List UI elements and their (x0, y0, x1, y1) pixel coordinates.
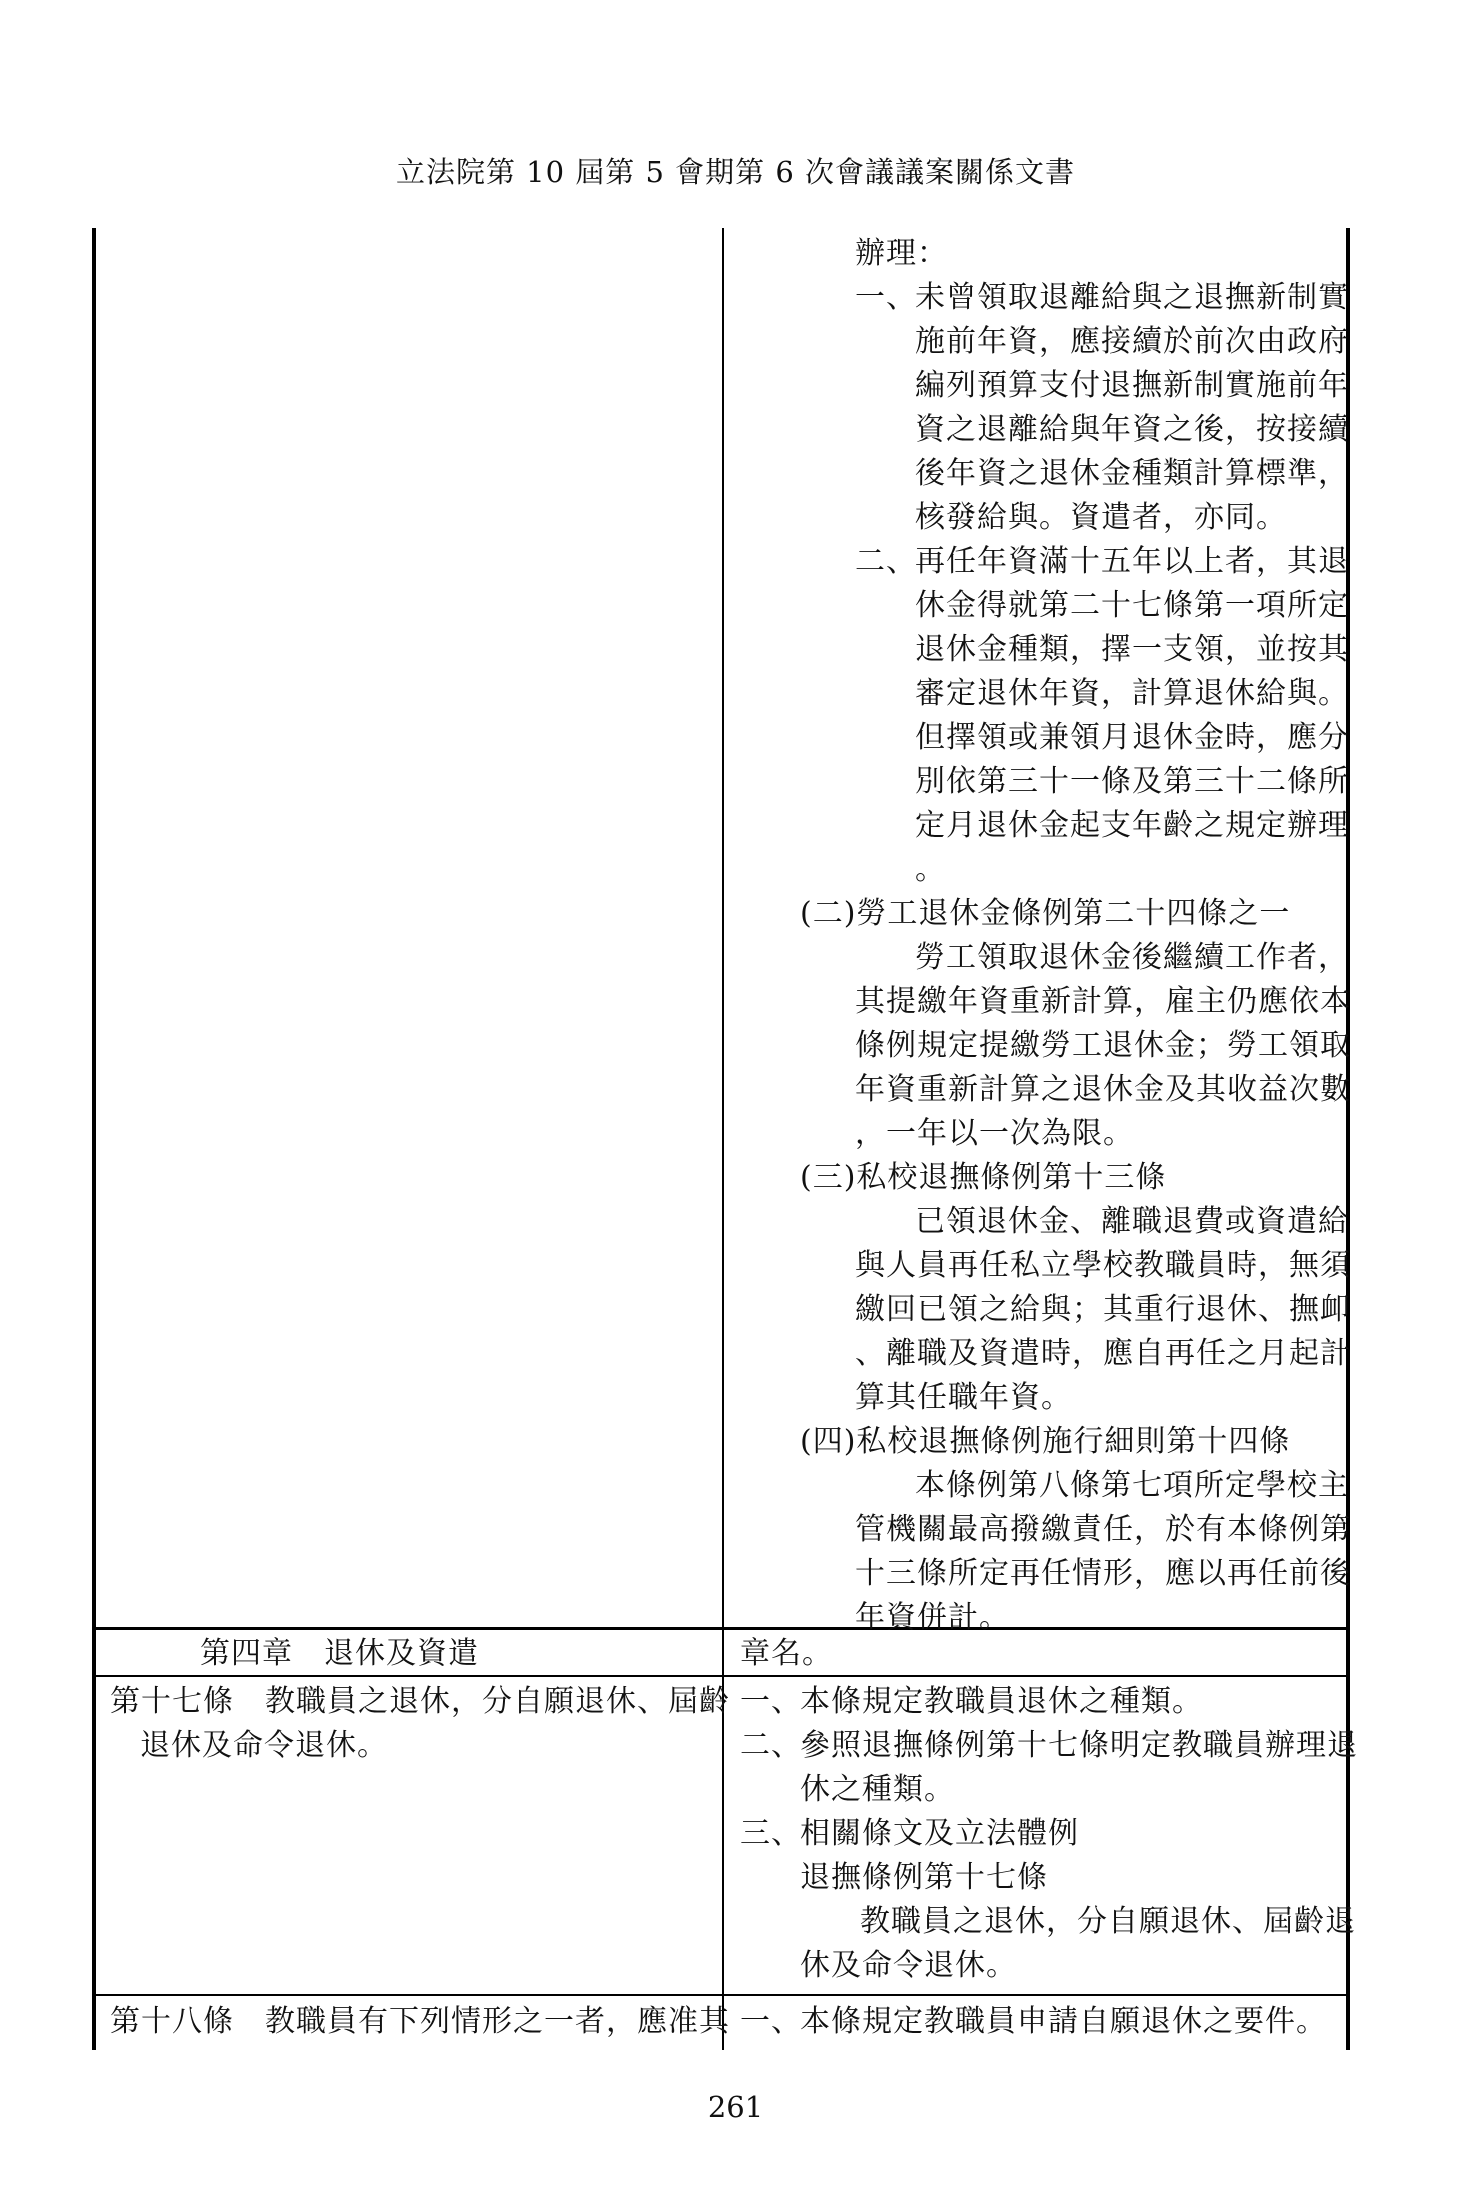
row-divider-art18-top (92, 1994, 1350, 1996)
section-line: ，一年以一次為限。 (855, 1116, 1134, 1151)
section-line: 其提繳年資重新計算，雇主仍應依本 (855, 984, 1351, 1019)
section-line: 本條例第八條第七項所定學校主 (915, 1468, 1349, 1503)
item1-line: 核發給與。資遣者，亦同。 (915, 500, 1287, 535)
item2-marker: 二、 (855, 544, 917, 579)
continued-intro: 辦理： (855, 236, 948, 271)
art17-note-marker: 二、 (740, 1728, 802, 1763)
table-right-border (1346, 228, 1350, 2050)
section-heading: (二)勞工退休金條例第二十四條之一 (800, 896, 1291, 931)
art17-quote: 教職員之退休，分自願退休、屆齡退 (860, 1904, 1356, 1939)
article-17-text: 第十七條 教職員之退休，分自願退休、屆齡 (110, 1684, 730, 1719)
item2-line: 再任年資滿十五年以上者，其退 (915, 544, 1349, 579)
art17-note-marker: 一、 (740, 1684, 802, 1719)
art17-note: 本條規定教職員退休之種類。 (800, 1684, 1203, 1719)
document-header: 立法院第 10 屆第 5 會期第 6 次會議議案關係文書 (395, 155, 1076, 189)
section-line: 十三條所定再任情形，應以再任前後 (855, 1556, 1351, 1591)
article-18-text: 第十八條 教職員有下列情形之一者，應准其 (110, 2004, 730, 2039)
section-line: 算其任職年資。 (855, 1380, 1072, 1415)
art17-note: 相關條文及立法體例 (800, 1816, 1079, 1851)
article-17-text: 退休及命令退休。 (140, 1728, 388, 1763)
item1-line: 未曾領取退離給與之退撫新制實 (915, 280, 1349, 315)
section-line: 條例規定提繳勞工退休金；勞工領取 (855, 1028, 1351, 1063)
art17-note-marker: 三、 (740, 1816, 802, 1851)
section-line: 已領退休金、離職退費或資遣給 (915, 1204, 1349, 1239)
item1-marker: 一、 (855, 280, 917, 315)
section-line: 年資重新計算之退休金及其收益次數 (855, 1072, 1351, 1107)
item2-line: 別依第三十一條及第三十二條所 (915, 764, 1349, 799)
section-line: 、離職及資遣時，應自再任之月起計 (855, 1336, 1351, 1371)
item2-line: 。 (915, 852, 946, 887)
item2-line: 休金得就第二十七條第一項所定 (915, 588, 1349, 623)
section-line: 勞工領取退休金後繼續工作者， (915, 940, 1349, 975)
row-divider-chapter-top (92, 1627, 1350, 1630)
item1-line: 編列預算支付退撫新制實施前年 (915, 368, 1349, 403)
art18-note: 本條規定教職員申請自願退休之要件。 (800, 2004, 1327, 2039)
item2-line: 退休金種類，擇一支領，並按其 (915, 632, 1349, 667)
item2-line: 定月退休金起支年齡之規定辦理 (915, 808, 1349, 843)
art17-note: 參照退撫條例第十七條明定教職員辦理退 (800, 1728, 1358, 1763)
section-heading: (三)私校退撫條例第十三條 (800, 1160, 1167, 1195)
item2-line: 但擇領或兼領月退休金時，應分 (915, 720, 1349, 755)
chapter-explanation: 章名。 (740, 1636, 833, 1671)
table-center-divider (722, 228, 724, 2050)
item2-line: 審定退休年資，計算退休給與。 (915, 676, 1349, 711)
item1-line: 資之退離給與年資之後，按接續 (915, 412, 1349, 447)
art17-quote: 休及命令退休。 (800, 1948, 1017, 1983)
item1-line: 施前年資，應接續於前次由政府 (915, 324, 1349, 359)
table-left-border (92, 228, 96, 2050)
item1-line: 後年資之退休金種類計算標準， (915, 456, 1349, 491)
art17-reference-title: 退撫條例第十七條 (800, 1860, 1048, 1895)
art17-note: 休之種類。 (800, 1772, 955, 1807)
section-line: 繳回已領之給與；其重行退休、撫卹 (855, 1292, 1351, 1327)
section-line: 管機關最高撥繳責任，於有本條例第 (855, 1512, 1351, 1547)
section-line: 與人員再任私立學校教職員時，無須 (855, 1248, 1351, 1283)
page-number: 261 (707, 2090, 764, 2124)
art18-note-marker: 一、 (740, 2004, 802, 2039)
chapter-title: 第四章 退休及資遣 (200, 1636, 479, 1671)
section-heading: (四)私校退撫條例施行細則第十四條 (800, 1424, 1291, 1459)
section-line: 年資併計。 (855, 1600, 1010, 1635)
